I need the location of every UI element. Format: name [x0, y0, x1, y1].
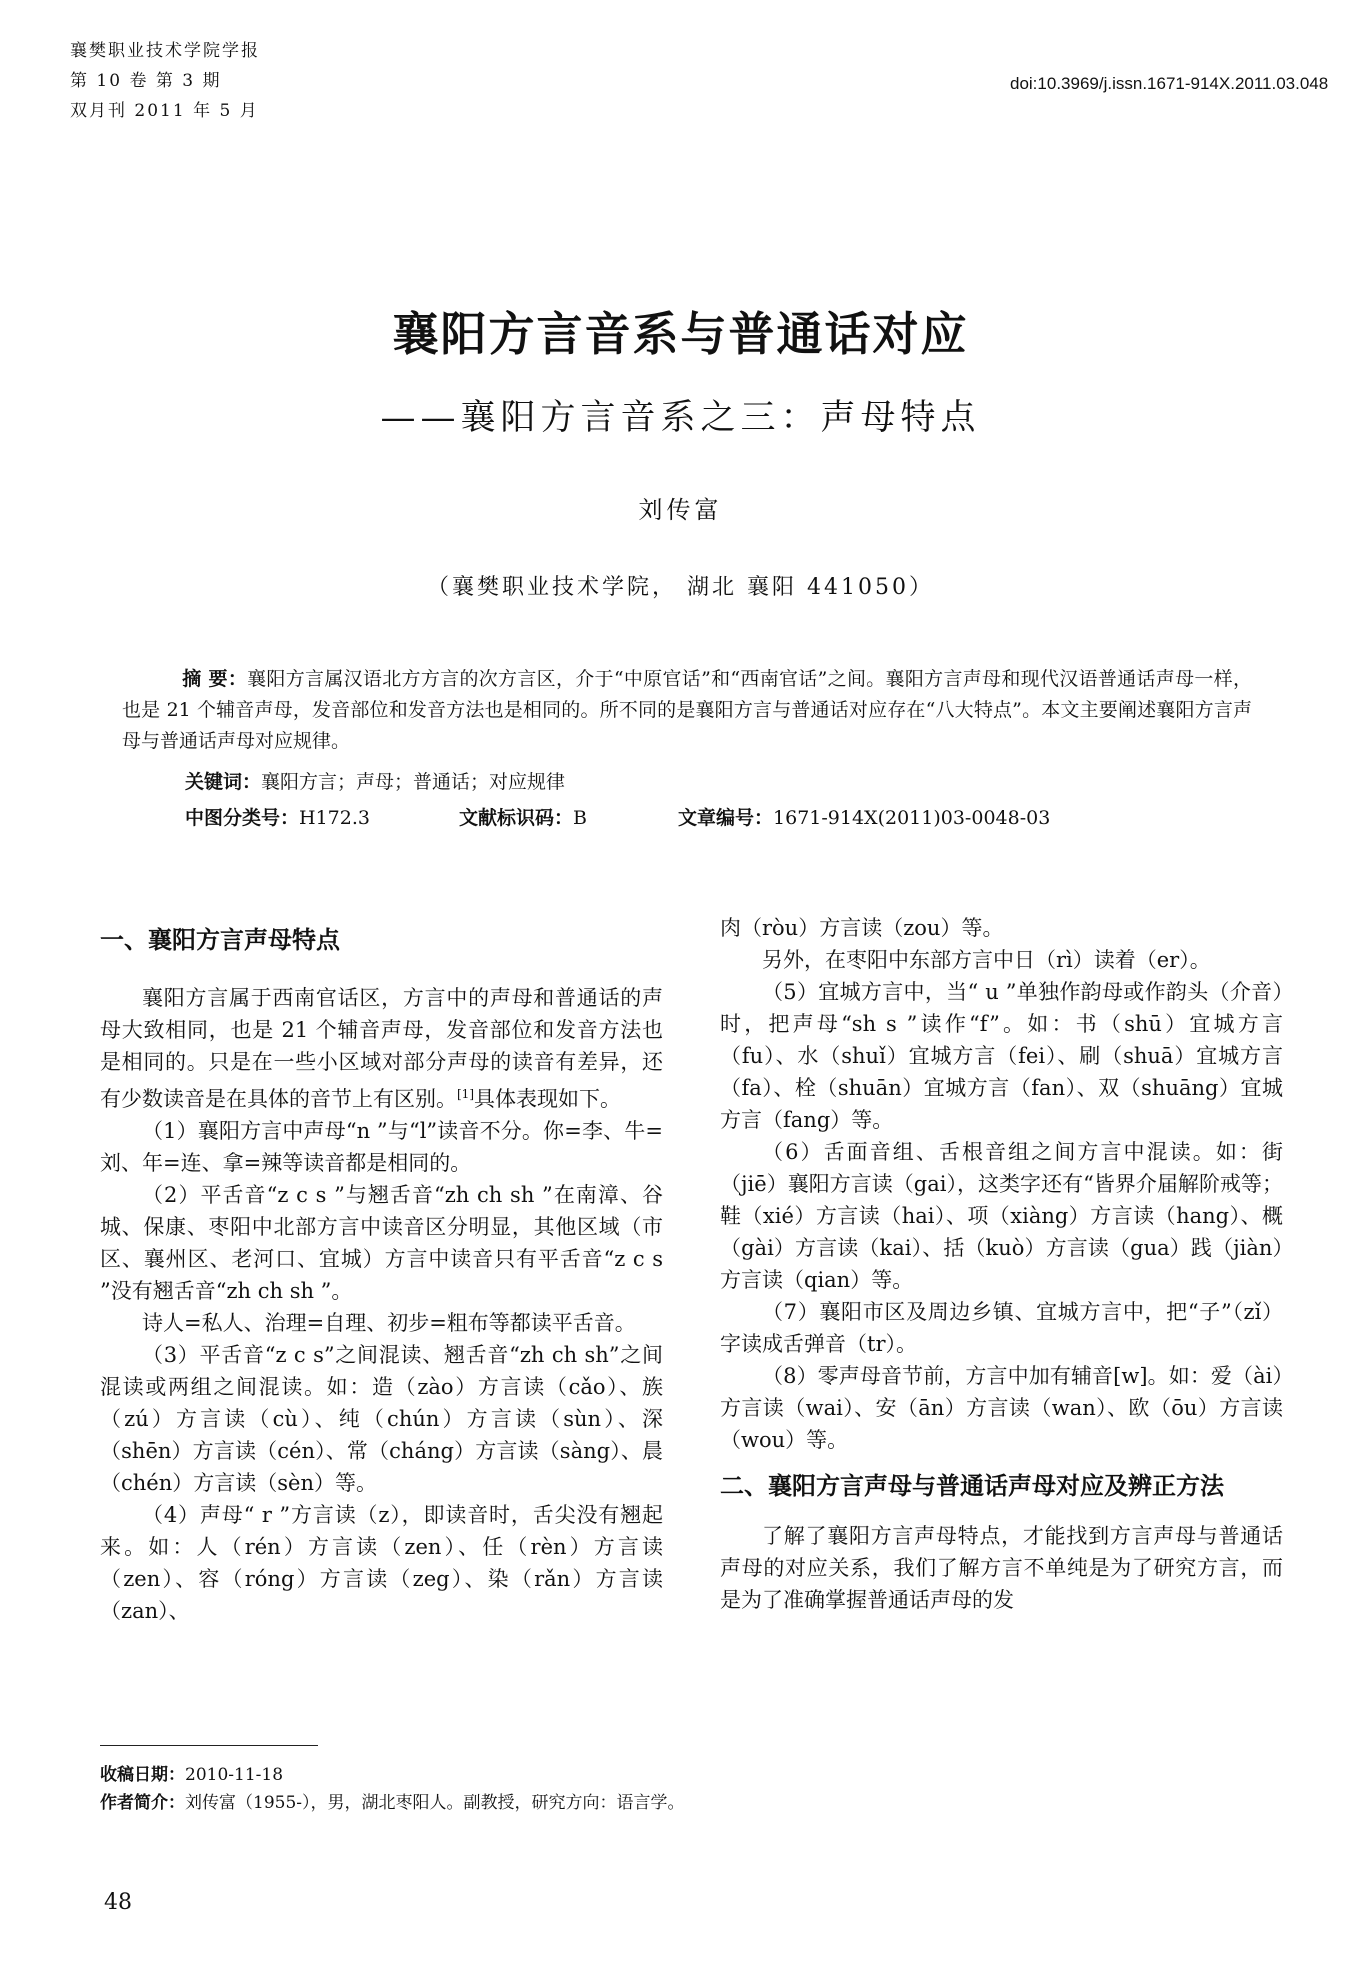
bio-label: 作者简介： [100, 1793, 185, 1813]
footnote-received [100, 1762, 800, 1788]
paragraph-2b: 诗人=私人、治理=自理、初步=粗布等都读平舌音。 [142, 1311, 636, 1335]
section-heading-1: 一、襄阳方言声母特点 [100, 925, 340, 954]
footnote-bio [100, 1790, 800, 1816]
received-date: 2010-11-18 [185, 1765, 284, 1785]
paragraph-6: （6）舌面音组、舌根音组之间方言中混读。如：街（jiē）襄阳方言读（gai），这类字还有“皆界介届解阶戒等；鞋（xié）方言读（hai）、项（xiàng）方言读（hang）、概（gài）方言读（kai）、括（kuò）方言读（gua）践（jiàn）方言读（qian）等。 [720, 1140, 1283, 1292]
keywords-text: 襄阳方言；声母；普通话；对应规律 [261, 771, 566, 793]
paragraph-5: （5）宜城方言中，当“ u ”单独作韵母或作韵头（介音）时，把声母“sh s ”读作“f”。如：书（shū）宜城方言（fu）、水（shuǐ）宜城方言（fei）、刷（shuā）宜城方言（fa）、栓（shuān）宜城方言（fan）、双（shuāng）宜城方言（fang）等。 [720, 980, 1283, 1132]
paragraph-4-extra: 另外，在枣阳中东部方言中日（rì）读着（er）。 [762, 948, 1211, 972]
doi: doi:10.3969/j.issn.1671-914X.2011.03.048 [1010, 74, 1329, 93]
article-id [678, 804, 1050, 832]
journal-name: 襄樊职业技术学院学报 [70, 41, 260, 61]
paragraph-7: （7）襄阳市区及周边乡镇、宜城方言中，把“子”（zǐ）字读成舌弹音（tr）。 [720, 1300, 1283, 1356]
paragraph-9: 了解了襄阳方言声母特点，才能找到方言声母与普通话声母的对应关系，我们了解方言不单纯是为了研究方言，而是为了准确掌握普通话声母的发 [720, 1524, 1283, 1612]
clc-value: H172.3 [299, 807, 370, 829]
paragraph-1: （1）襄阳方言中声母“n ”与“l”读音不分。你=李、牛=刘、年=连、拿=辣等读音都是相同的。 [100, 1119, 663, 1175]
volume-issue: 第 10 卷 第 3 期 [70, 71, 222, 91]
classification-line [185, 804, 370, 832]
clc-label: 中图分类号： [185, 807, 300, 829]
paragraph-4-continued: 肉（ròu）方言读（zou）等。 [720, 916, 1004, 940]
abstract [122, 664, 1252, 757]
affiliation: （襄樊职业技术学院， 湖北 襄阳 441050） [427, 575, 934, 600]
doc-code-value: B [573, 807, 587, 829]
frequency-date: 双月刊 2011 年 5 月 [70, 101, 259, 121]
paragraph-intro: 襄阳方言属于西南官话区，方言中的声母和普通话的声母大致相同，也是 21 个辅音声母，发音部位和发音方法也是相同的。只是在一些小区域对部分声母的读音有差异，还有少数读音是在具体的音节上有区别。[1]具体表现如下。 [100, 986, 663, 1111]
right-column [720, 912, 1283, 1616]
footnote-divider [100, 1745, 318, 1746]
paragraph-8: （8）零声母音节前，方言中加有辅音[w]。如：爱（ài）方言读（wai）、安（ān）方言读（wan）、欧（ōu）方言读（wou）等。 [720, 1364, 1283, 1452]
doc-code [459, 804, 587, 832]
abstract-label: 摘 要： [182, 668, 248, 690]
keywords [185, 768, 565, 796]
received-label: 收稿日期： [100, 1765, 185, 1785]
keywords-label: 关键词： [185, 771, 262, 793]
paper-title: 襄阳方言音系与普通话对应 [392, 307, 969, 361]
article-id-value: 1671-914X(2011)03-0048-03 [773, 807, 1051, 829]
paper-subtitle: ——襄阳方言音系之三：声母特点 [380, 398, 981, 438]
author-name: 刘传富 [638, 496, 723, 524]
page-number: 48 [104, 1890, 132, 1915]
paragraph-2: （2）平舌音“z c s ”与翘舌音“zh ch sh ”在南漳、谷城、保康、枣阳中北部方言中读音区分明显，其他区域（市区、襄州区、老河口、宜城）方言中读音只有平舌音“z c s ”没有翘舌音“zh ch sh ”。 [100, 1183, 663, 1303]
article-id-label: 文章编号： [678, 807, 774, 829]
abstract-text: 襄阳方言属汉语北方方言的次方言区，介于“中原官话”和“西南官话”之间。襄阳方言声母和现代汉语普通话声母一样，也是 21 个辅音声母，发音部位和发音方法也是相同的。所不同的是襄阳方言与普通话对应存在“八大特点”。本文主要阐述襄阳方言声母与普通话声母对应规律。 [122, 668, 1252, 752]
left-column [100, 920, 663, 1627]
doc-code-label: 文献标识码： [459, 807, 574, 829]
citation-ref: [1] [457, 1087, 474, 1101]
bio-text: 刘传富（1955-），男，湖北枣阳人。副教授，研究方向：语言学。 [185, 1793, 685, 1813]
section-heading-2: 二、襄阳方言声母与普通话声母对应及辨正方法 [720, 1471, 1224, 1500]
paragraph-4: （4）声母“ r ”方言读（z），即读音时，舌尖没有翘起来。如：人（rén）方言读（zen）、任（rèn）方言读（zen）、容（róng）方言读（zeg）、染（rǎn）方言读（zan）、 [100, 1503, 663, 1623]
paragraph-3: （3）平舌音“z c s”之间混读、翘舌音“zh ch sh”之间混读或两组之间混读。如：造（zào）方言读（cǎo）、族（zú）方言读（cù）、纯（chún）方言读（sùn）、深（shēn）方言读（cén）、常（cháng）方言读（sàng）、晨（chén）方言读（sèn）等。 [100, 1343, 663, 1495]
